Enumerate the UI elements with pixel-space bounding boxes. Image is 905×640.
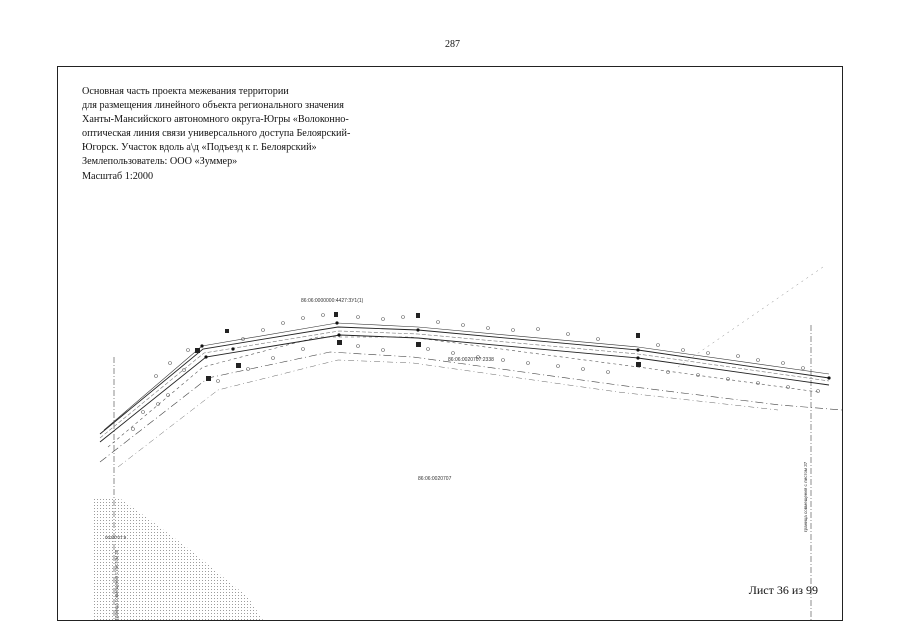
quarter-label: 86:06:0020707 [418,476,452,482]
diagonal-dashed-line [678,267,823,367]
title-line: Основная часть проекта межевания территории [82,86,289,97]
road-centre [100,331,829,438]
cable-line [104,323,829,430]
survey-plan [58,67,842,620]
lower-dashed-line [108,337,818,447]
title-line: для размещения линейного объекта регионального значения [82,100,344,112]
title-line: Югорск. Участок вдоль а\д «Подъезд к г. Белоярский» [82,142,317,154]
scale-line: Масштаб 1:2000 [82,170,154,182]
parcel-label-road: 86:06:0020707:2338 [448,357,494,363]
title-line: Ханты-Мансийского автономного округа-Югры «Волоконно- [82,114,349,126]
page-number: 287 [445,39,460,50]
parcel-label-cut-line: 86:06:0000000:4427:ЗУ1(1) [301,298,364,304]
right-boundary-label: граница совмещения с листом 37 [803,461,808,532]
parcel-label-fragment: 0020707:9 [105,535,127,540]
title-line: оптическая линия связи универсального доступа Белоярский- [82,128,351,140]
land-user-line: Землепользователь: ООО «Зуммер» [82,156,238,168]
left-boundary-label: граница совмещения с листом 35 [114,549,119,620]
outer-dash-dot-line [100,352,842,462]
sheet-label: Лист 36 из 99 [748,583,818,597]
road-edge-lower [100,335,829,442]
survey-markers [195,312,641,381]
vegetation-symbols [132,314,820,431]
